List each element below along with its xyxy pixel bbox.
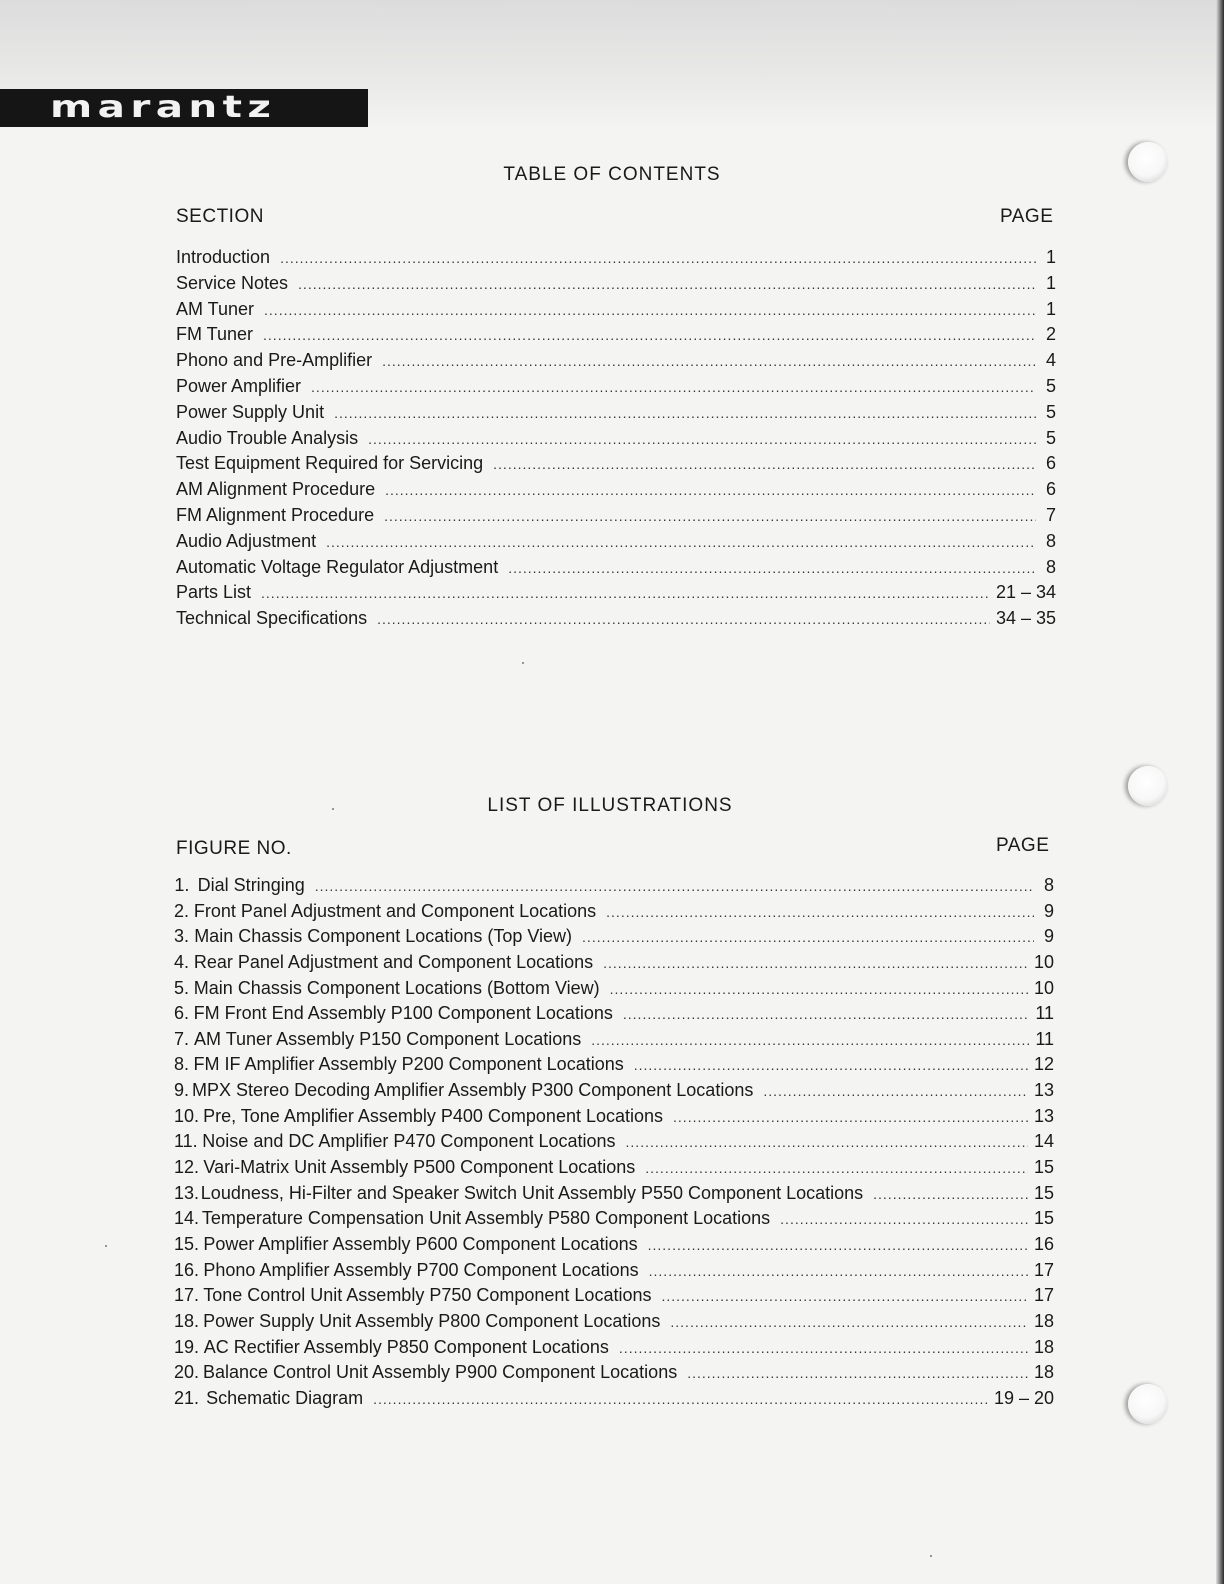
dot-leader xyxy=(626,1134,1028,1150)
toc-entry-page: 5 xyxy=(1045,427,1056,448)
dot-leader xyxy=(670,1314,1028,1330)
dot-leader xyxy=(263,327,1036,343)
toc-page-column-header: PAGE xyxy=(1000,206,1054,227)
paper-speck xyxy=(522,662,524,664)
figure-entry[interactable] xyxy=(174,875,1054,901)
toc-entry-title: FM Alignment Procedure xyxy=(176,504,375,525)
punch-hole-bottom xyxy=(1128,1384,1168,1424)
toc-entry-page: 34 – 35 xyxy=(995,608,1056,629)
figure-title: Front Panel Adjustment and Component Locations xyxy=(193,900,597,921)
toc-entry-page: 6 xyxy=(1045,479,1056,500)
toc-entry[interactable] xyxy=(176,608,1056,634)
dot-leader xyxy=(298,276,1036,292)
figure-title: Vari-Matrix Unit Assembly P500 Component Locations xyxy=(203,1157,636,1178)
figure-entry[interactable] xyxy=(174,1260,1054,1286)
figure-page: 9 xyxy=(1043,900,1054,921)
paper-speck xyxy=(930,1555,932,1557)
toc-entry-title: Technical Specifications xyxy=(176,608,368,629)
figure-page: 18 xyxy=(1033,1362,1054,1383)
dot-leader xyxy=(382,353,1036,369)
figure-entry[interactable] xyxy=(174,952,1054,978)
figure-entry[interactable] xyxy=(174,978,1054,1004)
toc-entry-page: 8 xyxy=(1045,530,1056,551)
figure-number: 13. xyxy=(174,1182,200,1203)
toc-entry-title: AM Alignment Procedure xyxy=(176,479,376,500)
dot-leader xyxy=(373,1391,988,1407)
figure-entry[interactable] xyxy=(174,1208,1054,1234)
figure-entry[interactable] xyxy=(174,1003,1054,1029)
figure-entry[interactable] xyxy=(174,926,1054,952)
figure-number: 11. xyxy=(174,1131,198,1152)
figure-title: FM Front End Assembly P100 Component Locations xyxy=(193,1003,613,1024)
figure-title: Loudness, Hi-Filter and Speaker Switch Unit Assembly P550 Component Locations xyxy=(200,1182,864,1203)
toc-entry[interactable] xyxy=(176,273,1056,299)
dot-leader xyxy=(649,1263,1028,1279)
toc-entry-page: 21 – 34 xyxy=(995,582,1056,603)
figure-number: 18. xyxy=(174,1310,200,1331)
figure-title: Dial Stringing xyxy=(197,875,305,895)
toc-entry[interactable] xyxy=(176,247,1056,273)
toc-entry-title: Test Equipment Required for Servicing xyxy=(176,453,484,474)
figure-number: 9. xyxy=(174,1080,190,1101)
dot-leader xyxy=(687,1365,1028,1381)
figure-entry[interactable] xyxy=(174,1311,1054,1337)
toc-entry-title: Introduction xyxy=(176,247,271,267)
figure-title: Pre, Tone Amplifier Assembly P400 Component Locations xyxy=(203,1105,664,1126)
paper-speck xyxy=(105,1245,107,1247)
figure-page: 8 xyxy=(1044,875,1055,895)
figure-title: Rear Panel Adjustment and Component Locations xyxy=(193,951,594,972)
figure-number: 2. xyxy=(174,900,190,921)
figure-page: 17 xyxy=(1033,1259,1054,1280)
toc-entry-page: 4 xyxy=(1045,350,1056,371)
dot-leader xyxy=(780,1211,1028,1227)
dot-leader xyxy=(606,904,1034,920)
toc-heading: TABLE OF CONTENTS xyxy=(503,164,721,185)
dot-leader xyxy=(623,1006,1029,1022)
figure-number: 14. xyxy=(174,1208,200,1229)
toc-entry[interactable] xyxy=(176,557,1056,583)
toc-entry-title: Audio Adjustment xyxy=(176,530,317,551)
figure-entry[interactable] xyxy=(174,1131,1054,1157)
figure-title: MPX Stereo Decoding Amplifier Assembly P300 Component Locations xyxy=(192,1080,754,1101)
page-right-edge xyxy=(1216,0,1224,1584)
dot-leader xyxy=(619,1340,1028,1356)
toc-entry[interactable] xyxy=(176,402,1056,428)
figure-entry[interactable] xyxy=(174,1054,1054,1080)
dot-leader xyxy=(377,611,990,627)
dot-leader xyxy=(311,379,1036,395)
figure-page: 15 xyxy=(1033,1208,1054,1229)
figure-page: 10 xyxy=(1033,951,1054,972)
toc-entry-page: 6 xyxy=(1045,453,1056,474)
toc-entry[interactable] xyxy=(176,376,1056,402)
toc-entry[interactable] xyxy=(176,428,1056,454)
figure-title: Noise and DC Amplifier P470 Component Locations xyxy=(202,1131,616,1152)
figure-title: AM Tuner Assembly P150 Component Locations xyxy=(194,1028,582,1049)
figure-page: 11 xyxy=(1035,1003,1054,1024)
toc-entry-title: FM Tuner xyxy=(176,324,254,345)
toc-section-column-header: SECTION xyxy=(176,206,264,227)
figure-page: 18 xyxy=(1033,1310,1054,1331)
figure-number: 17. xyxy=(174,1285,200,1306)
figure-title: AC Rectifier Assembly P850 Component Locations xyxy=(203,1336,609,1357)
figure-title: Main Chassis Component Locations (Top View) xyxy=(194,926,573,947)
illustrations-heading: LIST OF ILLUSTRATIONS xyxy=(487,795,733,816)
toc-entry[interactable] xyxy=(176,479,1056,505)
figure-entry[interactable] xyxy=(174,1285,1054,1311)
dot-leader xyxy=(603,955,1028,971)
toc-entry[interactable] xyxy=(176,350,1056,376)
dot-leader xyxy=(264,302,1036,318)
figure-entry[interactable] xyxy=(174,1362,1054,1388)
figure-number-column-header: FIGURE NO. xyxy=(176,838,292,859)
figure-title: Main Chassis Component Locations (Bottom View) xyxy=(193,977,600,998)
dot-leader xyxy=(763,1083,1028,1099)
figure-title: Balance Control Unit Assembly P900 Component Locations xyxy=(202,1362,678,1383)
dot-leader xyxy=(582,929,1034,945)
figure-number: 10. xyxy=(174,1105,200,1126)
toc-entry-page: 1 xyxy=(1045,272,1056,293)
dot-leader xyxy=(261,585,990,601)
figure-number: 12. xyxy=(174,1157,200,1178)
figure-number: 15. xyxy=(174,1233,200,1254)
figure-entry[interactable] xyxy=(174,1388,1054,1414)
dot-leader xyxy=(873,1186,1028,1202)
dot-leader xyxy=(493,456,1036,472)
dot-leader xyxy=(673,1109,1028,1125)
toc-entry-title: Audio Trouble Analysis xyxy=(176,427,359,448)
illustrations-page-column-header: PAGE xyxy=(996,835,1050,856)
figure-number: 4. xyxy=(174,951,190,972)
figure-number: 19. xyxy=(174,1336,200,1357)
toc-entry-title: Power Supply Unit xyxy=(176,401,325,422)
illustrations-list xyxy=(174,875,1054,1413)
figure-entry[interactable] xyxy=(174,1337,1054,1363)
brand-logo: marantz xyxy=(50,90,277,125)
figure-number: 5. xyxy=(174,977,190,998)
dot-leader xyxy=(384,508,1036,524)
figure-page: 10 xyxy=(1033,977,1054,998)
toc-entry-title: AM Tuner xyxy=(176,298,255,319)
toc-entry[interactable] xyxy=(176,324,1056,350)
toc-list xyxy=(176,247,1056,634)
toc-entry-page: 1 xyxy=(1045,247,1056,267)
dot-leader xyxy=(326,534,1036,550)
figure-page: 19 – 20 xyxy=(993,1387,1054,1408)
dot-leader xyxy=(661,1288,1027,1304)
figure-entry[interactable] xyxy=(174,901,1054,927)
figure-title: Tone Control Unit Assembly P750 Component Locations xyxy=(203,1285,652,1306)
figure-entry[interactable] xyxy=(174,1106,1054,1132)
figure-title: Temperature Compensation Unit Assembly P580 Component Locations xyxy=(201,1208,771,1229)
figure-number: 16. xyxy=(174,1259,200,1280)
figure-page: 11 xyxy=(1035,1028,1054,1049)
dot-leader xyxy=(645,1160,1028,1176)
figure-page: 18 xyxy=(1033,1336,1054,1357)
figure-number: 6. xyxy=(174,1003,190,1024)
toc-entry-page: 2 xyxy=(1045,324,1056,345)
toc-entry-title: Service Notes xyxy=(176,272,289,293)
figure-page: 15 xyxy=(1033,1157,1054,1178)
figure-number: 1. xyxy=(174,875,190,895)
figure-title: Phono Amplifier Assembly P700 Component Locations xyxy=(203,1259,639,1280)
figure-title: Power Amplifier Assembly P600 Component Locations xyxy=(203,1233,638,1254)
toc-entry-page: 1 xyxy=(1045,298,1056,319)
figure-page: 16 xyxy=(1033,1233,1054,1254)
figure-entry[interactable] xyxy=(174,1157,1054,1183)
figure-page: 14 xyxy=(1033,1131,1054,1152)
toc-entry-page: 5 xyxy=(1045,401,1056,422)
figure-entry[interactable] xyxy=(174,1234,1054,1260)
dot-leader xyxy=(385,482,1036,498)
figure-page: 13 xyxy=(1033,1080,1054,1101)
toc-entry-title: Power Amplifier xyxy=(176,375,302,396)
toc-entry[interactable] xyxy=(176,453,1056,479)
figure-page: 13 xyxy=(1033,1105,1054,1126)
figure-title: FM IF Amplifier Assembly P200 Component Locations xyxy=(193,1054,624,1075)
dot-leader xyxy=(334,405,1036,421)
figure-entry[interactable] xyxy=(174,1183,1054,1209)
figure-number: 21. xyxy=(174,1387,200,1408)
toc-entry-page: 7 xyxy=(1045,504,1056,525)
dot-leader xyxy=(648,1237,1028,1253)
toc-entry-page: 5 xyxy=(1045,375,1056,396)
toc-entry[interactable] xyxy=(176,299,1056,325)
figure-entry[interactable] xyxy=(174,1080,1054,1106)
dot-leader xyxy=(634,1057,1028,1073)
figure-number: 8. xyxy=(174,1054,190,1075)
figure-page: 9 xyxy=(1043,926,1054,947)
toc-entry[interactable] xyxy=(176,582,1056,608)
brand-logo-bar xyxy=(0,89,368,127)
dot-leader xyxy=(610,981,1028,997)
toc-entry-page: 8 xyxy=(1045,556,1056,577)
figure-number: 3. xyxy=(174,926,190,947)
toc-entry-title: Phono and Pre-Amplifier xyxy=(176,350,373,371)
figure-number: 20. xyxy=(174,1362,200,1383)
figure-title: Power Supply Unit Assembly P800 Component Locations xyxy=(203,1310,661,1331)
figure-title: Schematic Diagram xyxy=(206,1387,364,1408)
toc-entry[interactable] xyxy=(176,531,1056,557)
figure-number: 7. xyxy=(174,1028,190,1049)
figure-page: 12 xyxy=(1033,1054,1054,1075)
dot-leader xyxy=(280,250,1036,266)
figure-page: 17 xyxy=(1033,1285,1054,1306)
toc-entry-title: Parts List xyxy=(176,582,252,603)
toc-entry[interactable] xyxy=(176,505,1056,531)
figure-page: 15 xyxy=(1033,1182,1054,1203)
toc-entry-title: Automatic Voltage Regulator Adjustment xyxy=(176,556,499,577)
figure-entry[interactable] xyxy=(174,1029,1054,1055)
dot-leader xyxy=(508,560,1036,576)
dot-leader xyxy=(315,878,1034,894)
dot-leader xyxy=(591,1032,1029,1048)
dot-leader xyxy=(368,431,1036,447)
